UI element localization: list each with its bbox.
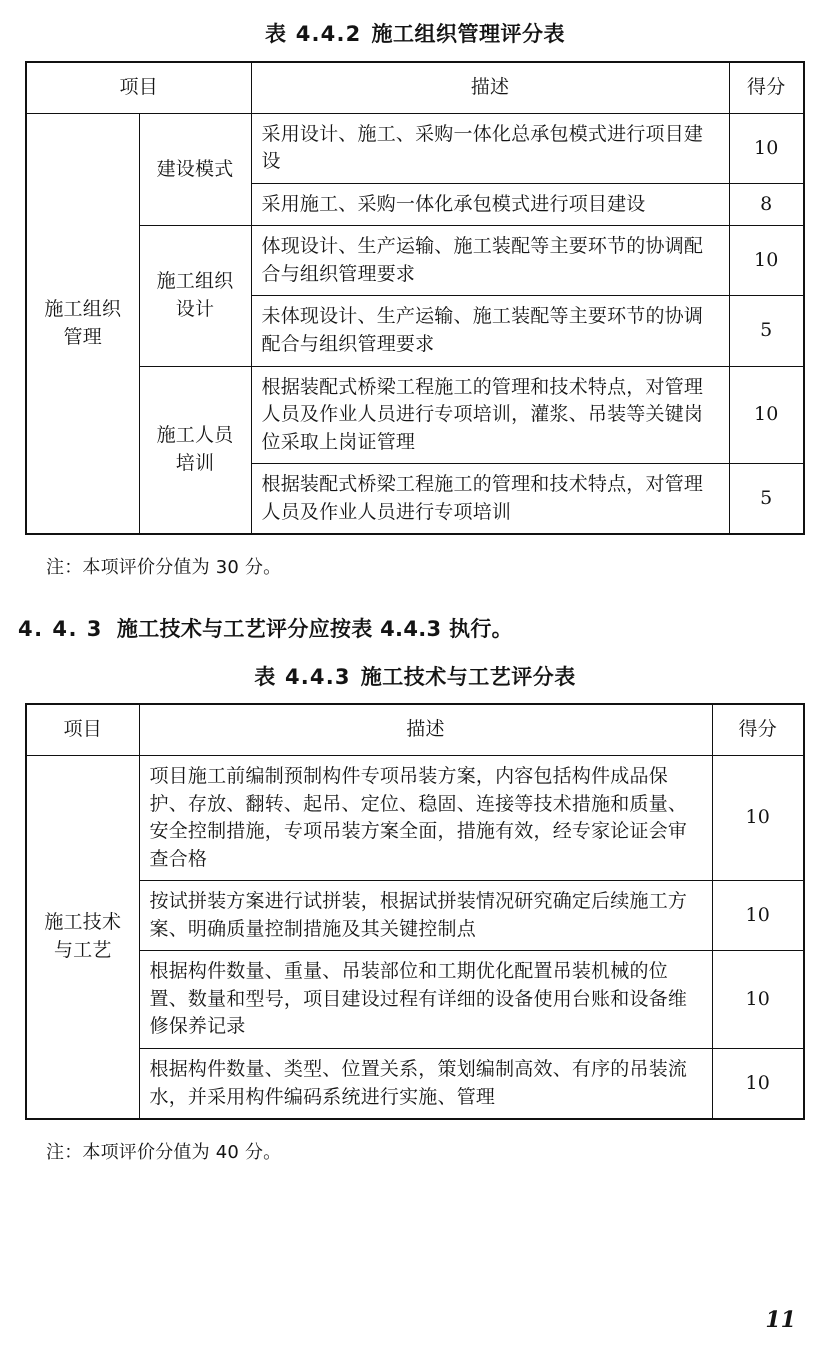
table-2-score-2: 10 <box>712 951 804 1049</box>
table-1-score-3: 5 <box>729 296 804 366</box>
table-2-header-score: 得分 <box>712 704 804 755</box>
table-1-description-4: 根据装配式桥梁工程施工的管理和技术特点，对管理人员及作业人员进行专项培训，灌浆、吊装等关键岗位采取上岗证管理 <box>251 366 729 464</box>
table-row <box>26 951 804 1049</box>
page-number: 11 <box>765 1307 796 1333</box>
table-1-score-2: 10 <box>729 226 804 296</box>
table-2-description-3: 根据构件数量、类型、位置关系，策划编制高效、有序的吊装流水，并采用构件编码系统进行实施、管理 <box>139 1048 712 1119</box>
table-row <box>26 113 804 183</box>
section-heading-4-4-3 <box>0 613 830 643</box>
table-1-description-3: 未体现设计、生产运输、施工装配等主要环节的协调配合与组织管理要求 <box>251 296 729 366</box>
table-1-description-5: 根据装配式桥梁工程施工的管理和技术特点，对管理人员及作业人员进行专项培训 <box>251 464 729 535</box>
table-2-group-label: 施工技术与工艺 <box>26 756 139 1120</box>
table-2-header-description: 描述 <box>139 704 712 755</box>
table-2-score-3: 10 <box>712 1048 804 1119</box>
table-1-description-1: 采用施工、采购一体化承包模式进行项目建设 <box>251 183 729 226</box>
table-1-title-text: 施工组织管理评分表 <box>371 22 565 46</box>
table-2-scoring <box>25 703 805 1120</box>
section-text: 施工技术与工艺评分应按表 4.4.3 执行。 <box>116 617 513 642</box>
table-row <box>26 366 804 464</box>
table-2-description-1: 按试拼装方案进行试拼装，根据试拼装情况研究确定后续施工方案、明确质量控制措施及其关键控制点 <box>139 881 712 951</box>
table-1-note: 注：本项评价分值为 30 分。 <box>46 557 282 579</box>
table-1-header-score: 得分 <box>729 62 804 113</box>
table-1-header-row <box>26 62 804 113</box>
table-row <box>26 1048 804 1119</box>
table-1-scoring <box>25 61 805 535</box>
table-row <box>26 881 804 951</box>
table-row <box>26 756 804 881</box>
table-2-note: 注：本项评价分值为 40 分。 <box>46 1142 282 1164</box>
table-1-description-0: 采用设计、施工、采购一体化总承包模式进行项目建设 <box>251 113 729 183</box>
table-1-group-label: 施工组织管理 <box>26 113 139 534</box>
table-1-category-0: 建设模式 <box>139 113 251 226</box>
table-1-score-5: 5 <box>729 464 804 535</box>
table-2-score-0: 10 <box>712 756 804 881</box>
table-2-description-0: 项目施工前编制预制构件专项吊装方案，内容包括构件成品保护、存放、翻转、起吊、定位、稳固、连接等技术措施和质量、安全控制措施，专项吊装方案全面，措施有效，经专家论证会审查合格 <box>139 756 712 881</box>
table-1-score-1: 8 <box>729 183 804 226</box>
table-row <box>26 226 804 296</box>
table-1-description-2: 体现设计、生产运输、施工装配等主要环节的协调配合与组织管理要求 <box>251 226 729 296</box>
table-1-title <box>0 22 830 47</box>
table-2-header-row <box>26 704 804 755</box>
table-1-category-4: 施工人员培训 <box>139 366 251 534</box>
table-2-score-1: 10 <box>712 881 804 951</box>
table-2-title-number: 表 4.4.3 <box>254 665 351 690</box>
table-1-header-description: 描述 <box>251 62 729 113</box>
table-2-title <box>0 665 830 690</box>
table-2-description-2: 根据构件数量、重量、吊装部位和工期优化配置吊装机械的位置、数量和型号，项目建设过程有详细的设备使用台账和设备维修保养记录 <box>139 951 712 1049</box>
table-2-header-item: 项目 <box>26 704 139 755</box>
table-1-score-0: 10 <box>729 113 804 183</box>
table-2-title-text: 施工技术与工艺评分表 <box>360 665 576 690</box>
section-number: 4. 4. 3 <box>18 617 103 642</box>
table-1-score-4: 10 <box>729 366 804 464</box>
table-1-header-item: 项目 <box>26 62 251 113</box>
table-1-title-number: 表 4.4.2 <box>264 22 362 46</box>
table-1-category-2: 施工组织设计 <box>139 226 251 366</box>
